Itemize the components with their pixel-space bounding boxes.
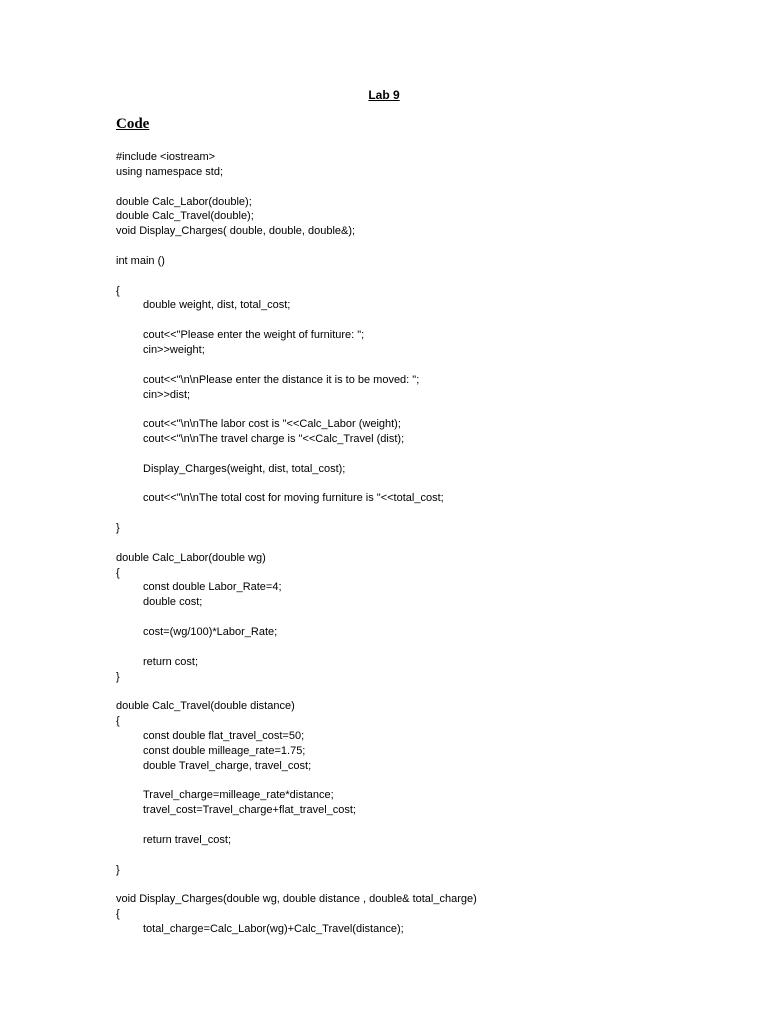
code-line: cout<<"\n\nThe travel charge is "<<Calc_Travel (dist); — [143, 433, 405, 446]
code-line — [116, 848, 736, 863]
code-line — [116, 239, 736, 254]
code-line — [116, 477, 736, 492]
code-line — [116, 180, 736, 195]
code-line: double Calc_Travel(double distance) — [116, 700, 295, 713]
code-line: const double flat_travel_cost=50; — [143, 729, 305, 742]
code-line: cout<<"\n\nThe total cost for moving furniture is "<<total_cost; — [143, 492, 444, 505]
code-line: } — [116, 522, 120, 535]
code-line: return cost; — [143, 655, 199, 668]
code-line: double Travel_charge, travel_cost; — [143, 759, 312, 772]
code-line — [116, 818, 736, 833]
code-line: const double Labor_Rate=4; — [143, 581, 282, 594]
code-line: const double milleage_rate=1.75; — [143, 744, 306, 757]
code-line: travel_cost=Travel_charge+flat_travel_cost; — [143, 804, 356, 817]
code-line: total_charge=Calc_Labor(wg)+Calc_Travel(distance); — [143, 922, 404, 935]
code-line — [116, 610, 736, 625]
code-line — [116, 773, 736, 788]
code-line: void Display_Charges( double, double, double&); — [116, 225, 356, 238]
code-line: double Calc_Travel(double); — [116, 210, 254, 223]
code-line: } — [116, 670, 120, 683]
code-line: int main () — [116, 254, 165, 267]
code-line: #include <iostream> — [116, 151, 216, 163]
code-line: double Calc_Labor(double); — [116, 195, 252, 208]
code-line: cout<<"\n\nPlease enter the distance it is to be moved: "; — [143, 373, 420, 386]
code-line — [116, 640, 736, 655]
code-line — [116, 447, 736, 462]
code-block — [116, 150, 736, 937]
code-line: Travel_charge=milleage_rate*distance; — [143, 789, 334, 802]
code-line: { — [116, 566, 120, 579]
code-line: { — [116, 908, 120, 921]
code-line: cout<<"Please enter the weight of furniture: "; — [143, 329, 365, 342]
section-heading: Code — [116, 116, 150, 132]
code-line: } — [116, 863, 120, 876]
code-line — [116, 684, 736, 699]
code-line: Display_Charges(weight, dist, total_cost); — [143, 462, 346, 475]
code-line — [116, 313, 736, 328]
code-line: void Display_Charges(double wg, double distance , double& total_charge) — [116, 893, 477, 906]
lab-title: Lab 9 — [368, 88, 400, 102]
code-line — [116, 402, 736, 417]
code-line: using namespace std; — [116, 165, 224, 178]
code-line: cout<<"\n\nThe labor cost is "<<Calc_Labor (weight); — [143, 418, 401, 431]
code-line — [116, 536, 736, 551]
code-line: cin>>weight; — [143, 343, 205, 356]
code-line: { — [116, 284, 120, 297]
code-line — [116, 358, 736, 373]
code-line — [116, 877, 736, 892]
code-line: double cost; — [143, 596, 203, 609]
code-line: cin>>dist; — [143, 388, 191, 401]
code-line: { — [116, 715, 120, 728]
code-line: double Calc_Labor(double wg) — [116, 551, 266, 564]
code-line: cost=(wg/100)*Labor_Rate; — [143, 626, 278, 638]
code-line: return travel_cost; — [143, 833, 232, 846]
code-line — [116, 506, 736, 521]
code-line — [116, 269, 736, 284]
code-line: double weight, dist, total_cost; — [143, 299, 291, 312]
